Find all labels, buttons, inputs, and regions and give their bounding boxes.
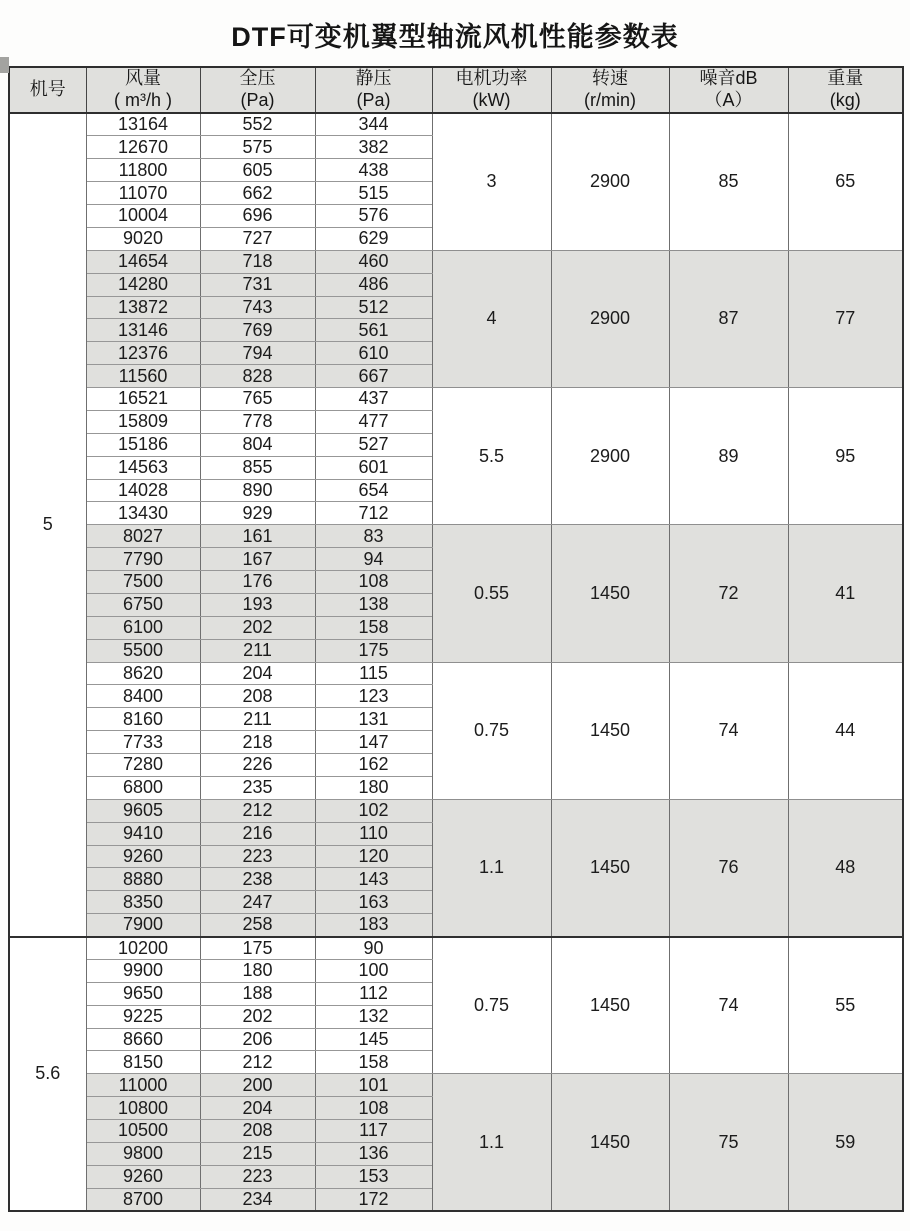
cell-static_pressure: 610 xyxy=(315,342,432,365)
cell-noise: 74 xyxy=(669,662,788,799)
cell-airflow: 8700 xyxy=(86,1188,200,1211)
column-header-weight-unit: (kg) xyxy=(829,90,861,110)
cell-static_pressure: 460 xyxy=(315,250,432,273)
cell-total_pressure: 188 xyxy=(200,982,315,1005)
cell-power: 4 xyxy=(432,250,551,387)
cell-speed: 1450 xyxy=(551,799,669,936)
cell-total_pressure: 223 xyxy=(200,1165,315,1188)
cell-power: 0.75 xyxy=(432,662,551,799)
cell-total_pressure: 167 xyxy=(200,548,315,571)
cell-airflow: 8150 xyxy=(86,1051,200,1074)
cell-airflow: 9225 xyxy=(86,1005,200,1028)
cell-airflow: 7500 xyxy=(86,571,200,594)
cell-total_pressure: 206 xyxy=(200,1028,315,1051)
cell-noise: 72 xyxy=(669,525,788,662)
cell-total_pressure: 193 xyxy=(200,593,315,616)
cell-airflow: 10800 xyxy=(86,1097,200,1120)
column-header-total_pressure-unit: (Pa) xyxy=(240,90,275,110)
cell-airflow: 11000 xyxy=(86,1074,200,1097)
cell-static_pressure: 477 xyxy=(315,410,432,433)
cell-airflow: 6100 xyxy=(86,616,200,639)
cell-static_pressure: 712 xyxy=(315,502,432,525)
cell-airflow: 8160 xyxy=(86,708,200,731)
scan-artifact xyxy=(0,57,9,73)
cell-total_pressure: 216 xyxy=(200,822,315,845)
header-row xyxy=(9,67,903,113)
cell-airflow: 9410 xyxy=(86,822,200,845)
cell-weight: 65 xyxy=(788,113,903,250)
cell-static_pressure: 486 xyxy=(315,273,432,296)
cell-airflow: 11070 xyxy=(86,182,200,205)
cell-static_pressure: 94 xyxy=(315,548,432,571)
cell-airflow: 9020 xyxy=(86,227,200,250)
cell-total_pressure: 161 xyxy=(200,525,315,548)
cell-airflow: 9260 xyxy=(86,1165,200,1188)
cell-speed: 1450 xyxy=(551,1074,669,1211)
cell-airflow: 6800 xyxy=(86,776,200,799)
model-cell: 5 xyxy=(9,113,86,937)
cell-weight: 48 xyxy=(788,799,903,936)
cell-total_pressure: 575 xyxy=(200,136,315,159)
cell-weight: 41 xyxy=(788,525,903,662)
cell-total_pressure: 552 xyxy=(200,113,315,136)
cell-weight: 77 xyxy=(788,250,903,387)
column-header-power xyxy=(432,67,551,113)
column-header-static_pressure xyxy=(315,67,432,113)
cell-total_pressure: 662 xyxy=(200,182,315,205)
cell-total_pressure: 218 xyxy=(200,731,315,754)
column-header-airflow-label: 风量 xyxy=(125,68,161,89)
cell-total_pressure: 718 xyxy=(200,250,315,273)
cell-speed: 1450 xyxy=(551,662,669,799)
cell-airflow: 9605 xyxy=(86,799,200,822)
cell-total_pressure: 204 xyxy=(200,1097,315,1120)
cell-static_pressure: 527 xyxy=(315,433,432,456)
cell-airflow: 8027 xyxy=(86,525,200,548)
cell-airflow: 11800 xyxy=(86,159,200,182)
cell-weight: 59 xyxy=(788,1074,903,1211)
cell-airflow: 12670 xyxy=(86,136,200,159)
cell-airflow: 8620 xyxy=(86,662,200,685)
cell-total_pressure: 855 xyxy=(200,456,315,479)
cell-static_pressure: 163 xyxy=(315,891,432,914)
column-header-model xyxy=(9,67,86,113)
cell-static_pressure: 117 xyxy=(315,1120,432,1143)
cell-total_pressure: 208 xyxy=(200,685,315,708)
cell-airflow: 10500 xyxy=(86,1120,200,1143)
cell-static_pressure: 112 xyxy=(315,982,432,1005)
cell-total_pressure: 200 xyxy=(200,1074,315,1097)
cell-noise: 85 xyxy=(669,113,788,250)
cell-total_pressure: 215 xyxy=(200,1142,315,1165)
cell-total_pressure: 208 xyxy=(200,1120,315,1143)
cell-static_pressure: 83 xyxy=(315,525,432,548)
cell-static_pressure: 438 xyxy=(315,159,432,182)
cell-static_pressure: 382 xyxy=(315,136,432,159)
cell-static_pressure: 515 xyxy=(315,182,432,205)
cell-noise: 89 xyxy=(669,388,788,525)
cell-airflow: 14280 xyxy=(86,273,200,296)
cell-airflow: 8350 xyxy=(86,891,200,914)
cell-power: 3 xyxy=(432,113,551,250)
cell-static_pressure: 115 xyxy=(315,662,432,685)
cell-airflow: 16521 xyxy=(86,388,200,411)
cell-weight: 55 xyxy=(788,937,903,1074)
table-row xyxy=(9,1074,903,1097)
cell-airflow: 7280 xyxy=(86,754,200,777)
cell-power: 0.75 xyxy=(432,937,551,1074)
column-header-power-label: 电机功率 xyxy=(455,68,528,89)
cell-airflow: 7733 xyxy=(86,731,200,754)
cell-static_pressure: 131 xyxy=(315,708,432,731)
cell-airflow: 8400 xyxy=(86,685,200,708)
cell-static_pressure: 172 xyxy=(315,1188,432,1211)
cell-total_pressure: 727 xyxy=(200,227,315,250)
cell-static_pressure: 180 xyxy=(315,776,432,799)
table-body xyxy=(9,113,903,1211)
cell-static_pressure: 344 xyxy=(315,113,432,136)
column-header-weight xyxy=(788,67,903,113)
cell-static_pressure: 654 xyxy=(315,479,432,502)
column-header-airflow-unit: ( m³/h ) xyxy=(114,90,172,110)
cell-static_pressure: 629 xyxy=(315,227,432,250)
cell-airflow: 15809 xyxy=(86,410,200,433)
cell-total_pressure: 605 xyxy=(200,159,315,182)
cell-static_pressure: 138 xyxy=(315,593,432,616)
cell-airflow: 10004 xyxy=(86,205,200,228)
cell-static_pressure: 147 xyxy=(315,731,432,754)
cell-static_pressure: 102 xyxy=(315,799,432,822)
cell-airflow: 13430 xyxy=(86,502,200,525)
page-title: DTF可变机翼型轴流风机性能参数表 xyxy=(231,22,679,52)
cell-total_pressure: 223 xyxy=(200,845,315,868)
model-cell: 5.6 xyxy=(9,937,86,1212)
cell-static_pressure: 437 xyxy=(315,388,432,411)
cell-airflow: 9260 xyxy=(86,845,200,868)
performance-table xyxy=(8,66,904,1212)
table-row xyxy=(9,525,903,548)
cell-total_pressure: 235 xyxy=(200,776,315,799)
cell-total_pressure: 212 xyxy=(200,799,315,822)
cell-airflow: 11560 xyxy=(86,365,200,388)
column-header-static_pressure-label: 静压 xyxy=(355,68,392,89)
column-header-total_pressure xyxy=(200,67,315,113)
cell-total_pressure: 202 xyxy=(200,1005,315,1028)
cell-static_pressure: 162 xyxy=(315,754,432,777)
cell-static_pressure: 90 xyxy=(315,937,432,960)
cell-static_pressure: 175 xyxy=(315,639,432,662)
cell-weight: 44 xyxy=(788,662,903,799)
cell-airflow: 15186 xyxy=(86,433,200,456)
cell-total_pressure: 204 xyxy=(200,662,315,685)
cell-airflow: 8880 xyxy=(86,868,200,891)
cell-noise: 87 xyxy=(669,250,788,387)
cell-speed: 2900 xyxy=(551,113,669,250)
cell-static_pressure: 576 xyxy=(315,205,432,228)
table-row xyxy=(9,388,903,411)
table-header xyxy=(9,67,903,113)
cell-static_pressure: 123 xyxy=(315,685,432,708)
cell-static_pressure: 120 xyxy=(315,845,432,868)
cell-static_pressure: 143 xyxy=(315,868,432,891)
cell-speed: 1450 xyxy=(551,525,669,662)
cell-airflow: 14654 xyxy=(86,250,200,273)
table-row xyxy=(9,113,903,136)
cell-total_pressure: 769 xyxy=(200,319,315,342)
cell-total_pressure: 211 xyxy=(200,708,315,731)
cell-static_pressure: 101 xyxy=(315,1074,432,1097)
cell-airflow: 9800 xyxy=(86,1142,200,1165)
cell-total_pressure: 794 xyxy=(200,342,315,365)
table-row xyxy=(9,662,903,685)
cell-airflow: 5500 xyxy=(86,639,200,662)
cell-total_pressure: 765 xyxy=(200,388,315,411)
cell-static_pressure: 158 xyxy=(315,1051,432,1074)
cell-total_pressure: 890 xyxy=(200,479,315,502)
column-header-speed-label: 转速 xyxy=(592,68,628,89)
column-header-noise xyxy=(669,67,788,113)
cell-total_pressure: 696 xyxy=(200,205,315,228)
cell-airflow: 14563 xyxy=(86,456,200,479)
table-row xyxy=(9,250,903,273)
cell-static_pressure: 108 xyxy=(315,1097,432,1120)
cell-static_pressure: 153 xyxy=(315,1165,432,1188)
cell-total_pressure: 175 xyxy=(200,937,315,960)
cell-static_pressure: 108 xyxy=(315,571,432,594)
cell-total_pressure: 929 xyxy=(200,502,315,525)
table-row xyxy=(9,799,903,822)
cell-airflow: 9900 xyxy=(86,959,200,982)
cell-total_pressure: 828 xyxy=(200,365,315,388)
cell-total_pressure: 247 xyxy=(200,891,315,914)
cell-speed: 2900 xyxy=(551,388,669,525)
column-header-airflow xyxy=(86,67,200,113)
column-header-power-unit: (kW) xyxy=(472,90,511,110)
column-header-speed-unit: (r/min) xyxy=(584,90,636,110)
cell-total_pressure: 238 xyxy=(200,868,315,891)
cell-speed: 2900 xyxy=(551,250,669,387)
cell-total_pressure: 234 xyxy=(200,1188,315,1211)
cell-airflow: 6750 xyxy=(86,593,200,616)
cell-total_pressure: 176 xyxy=(200,571,315,594)
cell-airflow: 13164 xyxy=(86,113,200,136)
cell-static_pressure: 158 xyxy=(315,616,432,639)
cell-static_pressure: 512 xyxy=(315,296,432,319)
cell-static_pressure: 136 xyxy=(315,1142,432,1165)
cell-noise: 74 xyxy=(669,937,788,1074)
cell-total_pressure: 211 xyxy=(200,639,315,662)
column-header-speed xyxy=(551,67,669,113)
cell-speed: 1450 xyxy=(551,937,669,1074)
cell-total_pressure: 226 xyxy=(200,754,315,777)
cell-static_pressure: 110 xyxy=(315,822,432,845)
column-header-weight-label: 重量 xyxy=(827,68,864,89)
cell-total_pressure: 778 xyxy=(200,410,315,433)
column-header-static_pressure-unit: (Pa) xyxy=(356,90,391,110)
cell-airflow: 7790 xyxy=(86,548,200,571)
column-header-noise-label: 噪音dB xyxy=(699,68,758,89)
cell-weight: 95 xyxy=(788,388,903,525)
cell-static_pressure: 667 xyxy=(315,365,432,388)
cell-total_pressure: 258 xyxy=(200,914,315,937)
cell-noise: 76 xyxy=(669,799,788,936)
cell-total_pressure: 743 xyxy=(200,296,315,319)
cell-noise: 75 xyxy=(669,1074,788,1211)
cell-total_pressure: 804 xyxy=(200,433,315,456)
cell-total_pressure: 180 xyxy=(200,959,315,982)
cell-power: 1.1 xyxy=(432,799,551,936)
cell-total_pressure: 212 xyxy=(200,1051,315,1074)
column-header-model-label: 机号 xyxy=(29,79,66,100)
column-header-total_pressure-label: 全压 xyxy=(239,68,276,89)
cell-power: 0.55 xyxy=(432,525,551,662)
cell-static_pressure: 100 xyxy=(315,959,432,982)
cell-airflow: 10200 xyxy=(86,937,200,960)
cell-airflow: 8660 xyxy=(86,1028,200,1051)
cell-static_pressure: 145 xyxy=(315,1028,432,1051)
cell-static_pressure: 601 xyxy=(315,456,432,479)
cell-total_pressure: 731 xyxy=(200,273,315,296)
cell-total_pressure: 202 xyxy=(200,616,315,639)
cell-airflow: 9650 xyxy=(86,982,200,1005)
cell-airflow: 7900 xyxy=(86,914,200,937)
cell-static_pressure: 183 xyxy=(315,914,432,937)
cell-airflow: 13872 xyxy=(86,296,200,319)
cell-static_pressure: 561 xyxy=(315,319,432,342)
table-row xyxy=(9,937,903,960)
cell-airflow: 12376 xyxy=(86,342,200,365)
column-header-noise-unit: （A） xyxy=(704,90,753,110)
cell-airflow: 13146 xyxy=(86,319,200,342)
cell-power: 1.1 xyxy=(432,1074,551,1211)
cell-power: 5.5 xyxy=(432,388,551,525)
cell-airflow: 14028 xyxy=(86,479,200,502)
cell-static_pressure: 132 xyxy=(315,1005,432,1028)
